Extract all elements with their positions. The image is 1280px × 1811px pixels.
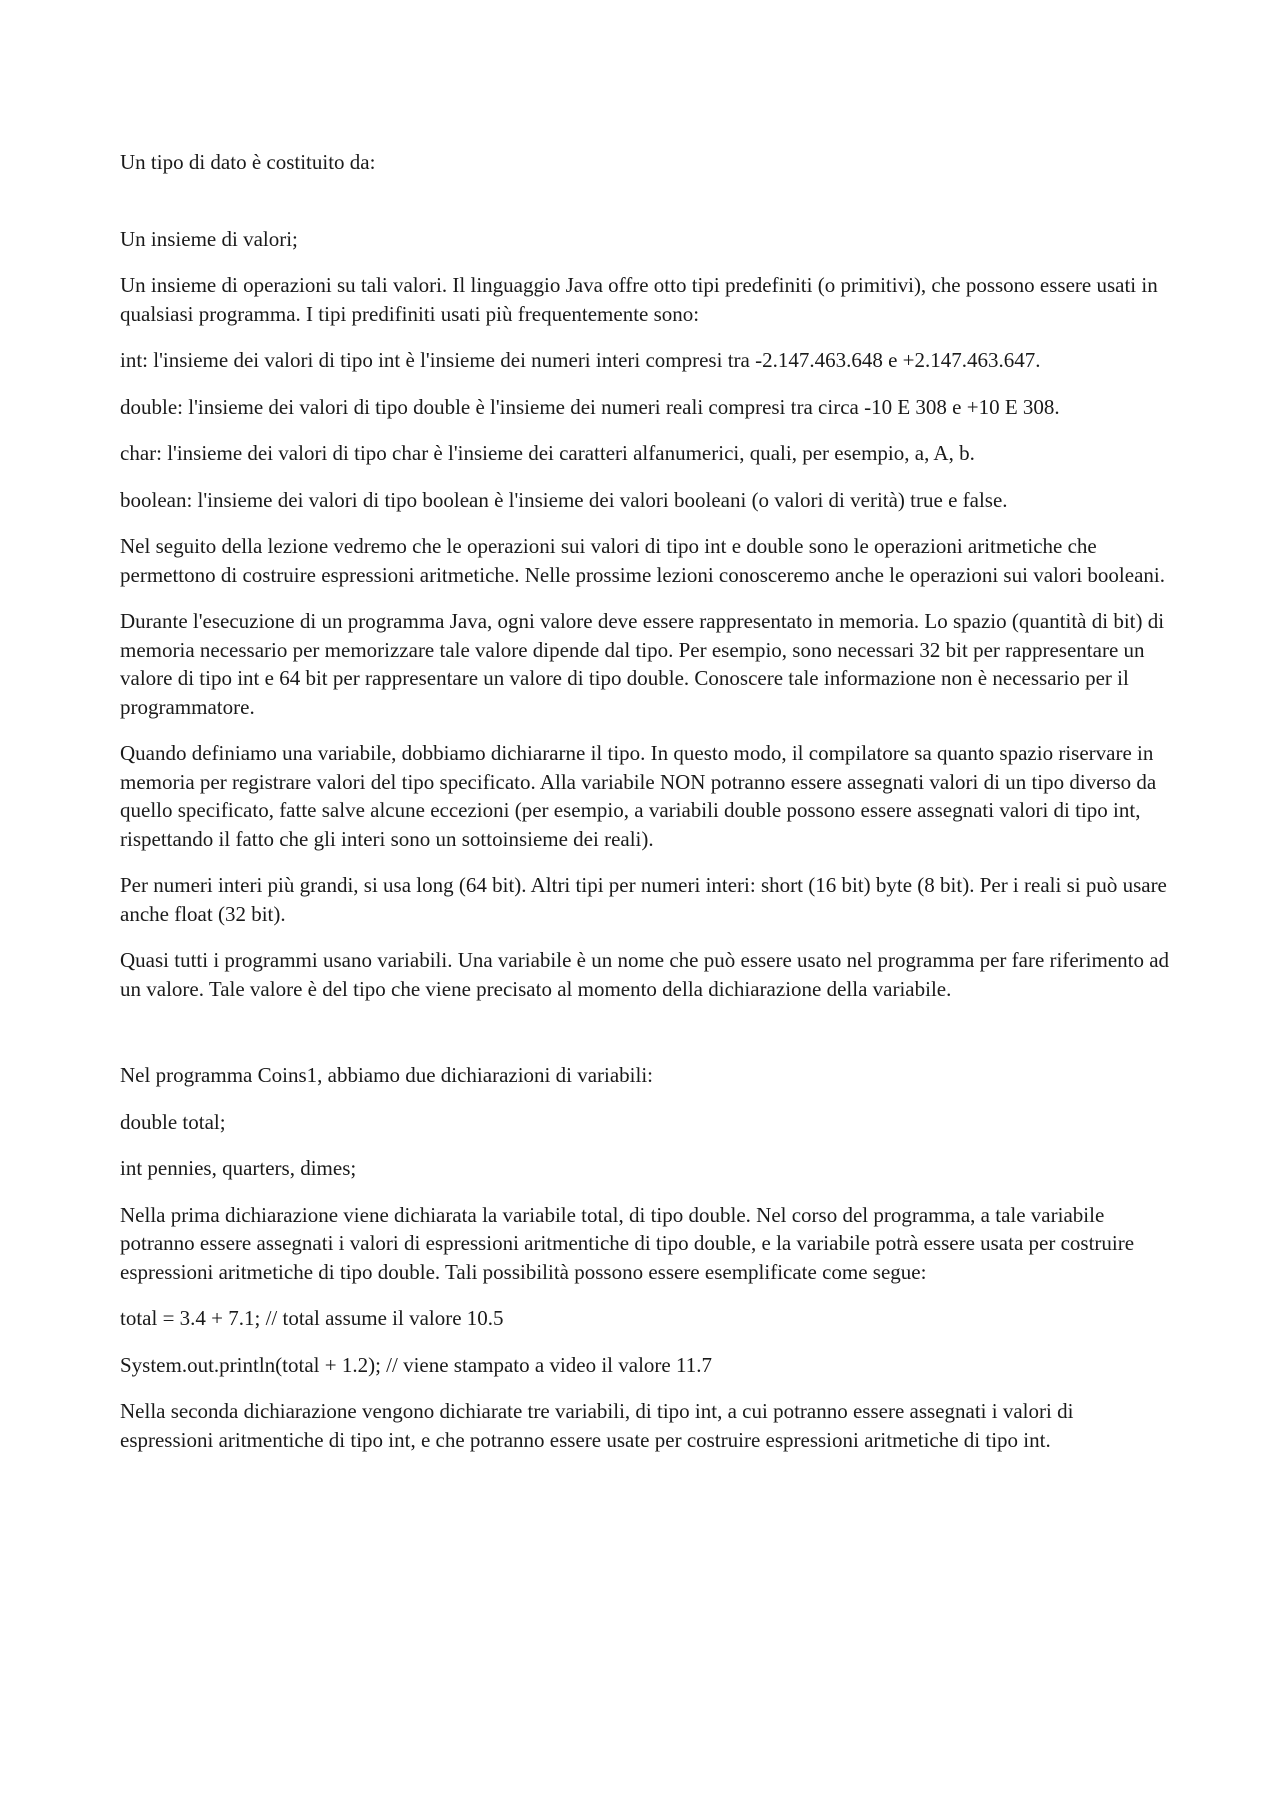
type-double-paragraph: double: l'insieme dei valori di tipo double è l'insieme dei numeri reali compresi tra circa -10 E 308 e +10 E 308.: [120, 394, 1060, 419]
list-item-values: Un insieme di valori;: [120, 226, 298, 251]
intro-paragraph: Un tipo di dato è costituito da:: [120, 150, 376, 174]
code-line-println: System.out.println(total + 1.2); // viene stampato a video il valore 11.7: [120, 1352, 712, 1377]
type-boolean-paragraph: boolean: l'insieme dei valori di tipo boolean è l'insieme dei valori booleani (o valori di verità) true e false.: [120, 487, 1008, 512]
first-declaration-paragraph: Nella prima dichiarazione viene dichiarata la variabile total, di tipo double. Nel corso del programma, a tale variabile potranno essere assegnati i valori di espressioni aritmentiche di tipo double, e la variabile potrà essere usata per costruire espressioni aritmetiche di tipo double. Tali possibilità possono essere esemplificate come segue:: [120, 1202, 1135, 1284]
second-declaration-paragraph: Nella seconda dichiarazione vengono dichiarate tre variabili, di tipo int, a cui potranno essere assegnati i valori di espressioni aritmentiche di tipo int, e che potranno essere usate per costruire espressioni aritmetiche di tipo int.: [120, 1399, 1074, 1452]
variables-paragraph: Quasi tutti i programmi usano variabili. Una variabile è un nome che può essere usato nel programma per fare riferimento ad un valore. Tale valore è del tipo che viene precisato al momento della dichiarazione della variabile.: [120, 948, 1170, 1001]
code-line-total: total = 3.4 + 7.1; // total assume il valore 10.5: [120, 1306, 504, 1330]
operations-paragraph: Nel seguito della lezione vedremo che le operazioni sui valori di tipo int e double sono le operazioni aritmetiche che permettono di costruire espressioni aritmetiche. Nelle prossime lezioni conosceremo anche le operazioni sui valori booleani.: [120, 534, 1165, 587]
coins1-paragraph: Nel programma Coins1, abbiamo due dichiarazioni di variabili:: [120, 1063, 654, 1087]
other-types-paragraph: Per numeri interi più grandi, si usa long (64 bit). Altri tipi per numeri interi: short (16 bit) byte (8 bit). Per i reali si può usare anche float (32 bit).: [120, 873, 1167, 926]
document-page: [120, 148, 1170, 1472]
code-line-double: double total;: [120, 1109, 226, 1134]
type-char-paragraph: char: l'insieme dei valori di tipo char è l'insieme dei caratteri alfanumerici, quali, per esempio, a, A, b.: [120, 441, 975, 465]
list-item-operations: Un insieme di operazioni su tali valori. Il linguaggio Java offre otto tipi predefiniti (o primitivi), che possono essere usati in qualsiasi programma. I tipi predifiniti usati più frequentemente sono:: [120, 273, 1158, 326]
type-int-paragraph: int: l'insieme dei valori di tipo int è l'insieme dei numeri interi compresi tra -2.147.463.648 e +2.147.463.647.: [120, 348, 1041, 372]
declaration-paragraph: Quando definiamo una variabile, dobbiamo dichiararne il tipo. In questo modo, il compilatore sa quanto spazio riservare in memoria per registrare valori del tipo specificato. Alla variabile NON potranno essere assegnati valori di un tipo diverso da quello specificato, fatte salve alcune eccezioni (per esempio, a variabili double possono essere assegnati valori di tipo int, rispettando il fatto che gli interi sono un sottoinsieme dei reali).: [120, 741, 1157, 851]
code-line-int: int pennies, quarters, dimes;: [120, 1156, 357, 1180]
memory-paragraph: Durante l'esecuzione di un programma Java, ogni valore deve essere rappresentato in memoria. Lo spazio (quantità di bit) di memoria necessario per memorizzare tale valore dipende dal tipo. Per esempio, sono necessari 32 bit per rappresentare un valore di tipo int e 64 bit per rappresentare un valore di tipo double. Conoscere tale informazione non è necessario per il programmatore.: [120, 609, 1165, 719]
